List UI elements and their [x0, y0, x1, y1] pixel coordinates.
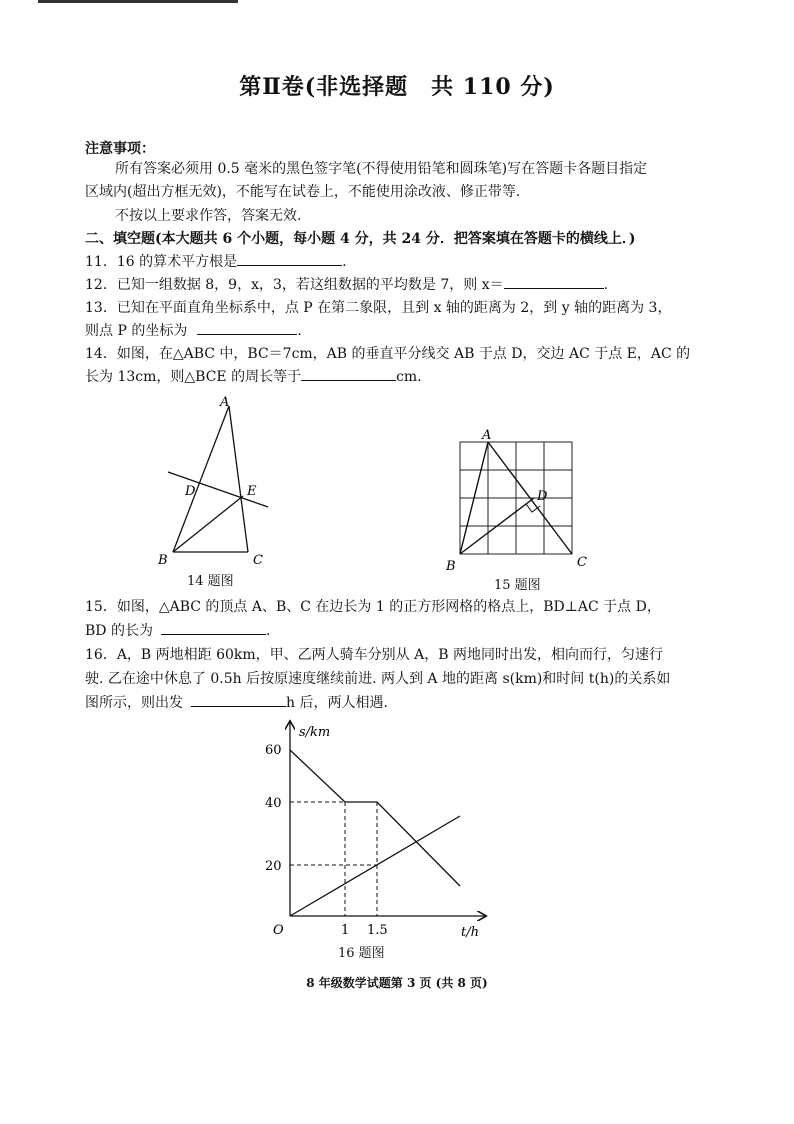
question-15-line-2 — [85, 620, 270, 642]
q12-end: . — [603, 277, 609, 293]
y-tick-60: 60 — [265, 743, 282, 758]
q13-answer-blank — [197, 320, 297, 335]
line-yi — [290, 816, 460, 916]
question-14-line-2 — [85, 366, 422, 388]
x-axis-label: t/h — [461, 925, 479, 940]
figure-16-graph — [255, 712, 500, 942]
right-angle-mark — [526, 504, 540, 512]
q13-text: 则点 P 的坐标为 — [85, 323, 188, 339]
notice-heading: 注意事项： — [85, 141, 155, 157]
label-C: C — [577, 555, 587, 570]
q15-text: BD 的长为 — [85, 623, 153, 639]
section-title: 第Ⅱ卷(非选择题 共 110 分) — [239, 74, 555, 100]
page-footer: 8 年级数学试题第 3 页 (共 8 页) — [306, 976, 488, 990]
q11-answer-blank — [237, 251, 342, 266]
q14-answer-blank — [301, 366, 396, 381]
label-E: E — [247, 484, 257, 499]
figure-16-caption: 16 题图 — [338, 946, 385, 961]
label-C: C — [253, 553, 263, 568]
q11-end: . — [342, 254, 347, 270]
q14-text: 长为 13cm，则△BCE 的周长等于 — [85, 369, 302, 385]
question-11 — [85, 251, 347, 273]
scan-edge-line — [38, 0, 238, 3]
q16-text: 图所示，则出发 — [85, 695, 183, 711]
figure-15-caption: 15 题图 — [494, 578, 541, 593]
notice-line-3: 不按以上要求作答，答案无效. — [115, 208, 302, 224]
question-16-line-3 — [85, 692, 388, 714]
q15-answer-blank — [161, 620, 266, 635]
segment-AC — [229, 406, 248, 552]
question-13-line-2 — [85, 320, 302, 342]
q14-end: cm. — [396, 369, 422, 385]
label-B: B — [446, 559, 456, 574]
label-D: D — [185, 484, 196, 499]
y-tick-40: 40 — [265, 796, 282, 811]
label-A: A — [482, 428, 492, 443]
notice-line-1: 所有答案必须用 0.5 毫米的黑色签字笔(不得使用铅笔和圆珠笔)写在答题卡各题目指定 — [115, 161, 648, 177]
label-D: D — [537, 489, 548, 504]
question-16-line-2: 驶. 乙在途中休息了 0.5h 后按原速度继续前进. 两人到 A 地的距离 s(km)和时间 t(h)的关系如 — [85, 671, 671, 687]
figure-14-caption: 14 题图 — [187, 574, 234, 589]
origin-label: O — [273, 923, 284, 938]
question-13-line-1: 13．已知在平面直角坐标系中，点 P 在第二象限，且到 x 轴的距离为 2，到 y 轴的距离为 3， — [85, 300, 672, 316]
q11-text: 11．16 的算术平方根是 — [85, 254, 238, 270]
section-heading: 二、填空题(本大题共 6 个小题，每小题 4 分，共 24 分．把答案填在答题卡的横线上．) — [85, 231, 636, 247]
label-B: B — [158, 553, 168, 568]
x-tick-1-5: 1.5 — [367, 923, 388, 938]
q12-text: 12．已知一组数据 8，9，x，3，若这组数据的平均数是 7，则 x＝ — [85, 277, 504, 293]
y-axis-label: s/km — [299, 725, 331, 740]
label-A: A — [220, 395, 230, 410]
question-12 — [85, 274, 608, 296]
figure-15 — [440, 422, 600, 582]
grid — [460, 442, 572, 554]
question-14-line-1: 14．如图，在△ABC 中，BC＝7cm，AB 的垂直平分线交 AB 于点 D，交边 AC 于点 E，AC 的 — [85, 346, 691, 362]
notice-line-2: 区域内(超出方框无效)，不能写在试卷上，不能使用涂改液、修正带等. — [85, 184, 521, 200]
q16-end: h 后，两人相遇. — [286, 695, 388, 711]
figure-14 — [150, 392, 290, 572]
x-tick-1: 1 — [341, 923, 350, 938]
q12-answer-blank — [504, 274, 604, 289]
question-16-line-1: 16．A，B 两地相距 60km，甲、乙两人骑车分别从 A，B 两地同时出发，相向而行，匀速行 — [85, 647, 663, 663]
q13-end: . — [297, 323, 302, 339]
q15-end: . — [265, 623, 271, 639]
q16-answer-blank — [191, 692, 286, 707]
y-tick-20: 20 — [265, 859, 282, 874]
question-15-line-1: 15．如图，△ABC 的顶点 A、B、C 在边长为 1 的正方形网格的格点上，BD⊥AC 于点 D， — [85, 599, 661, 615]
